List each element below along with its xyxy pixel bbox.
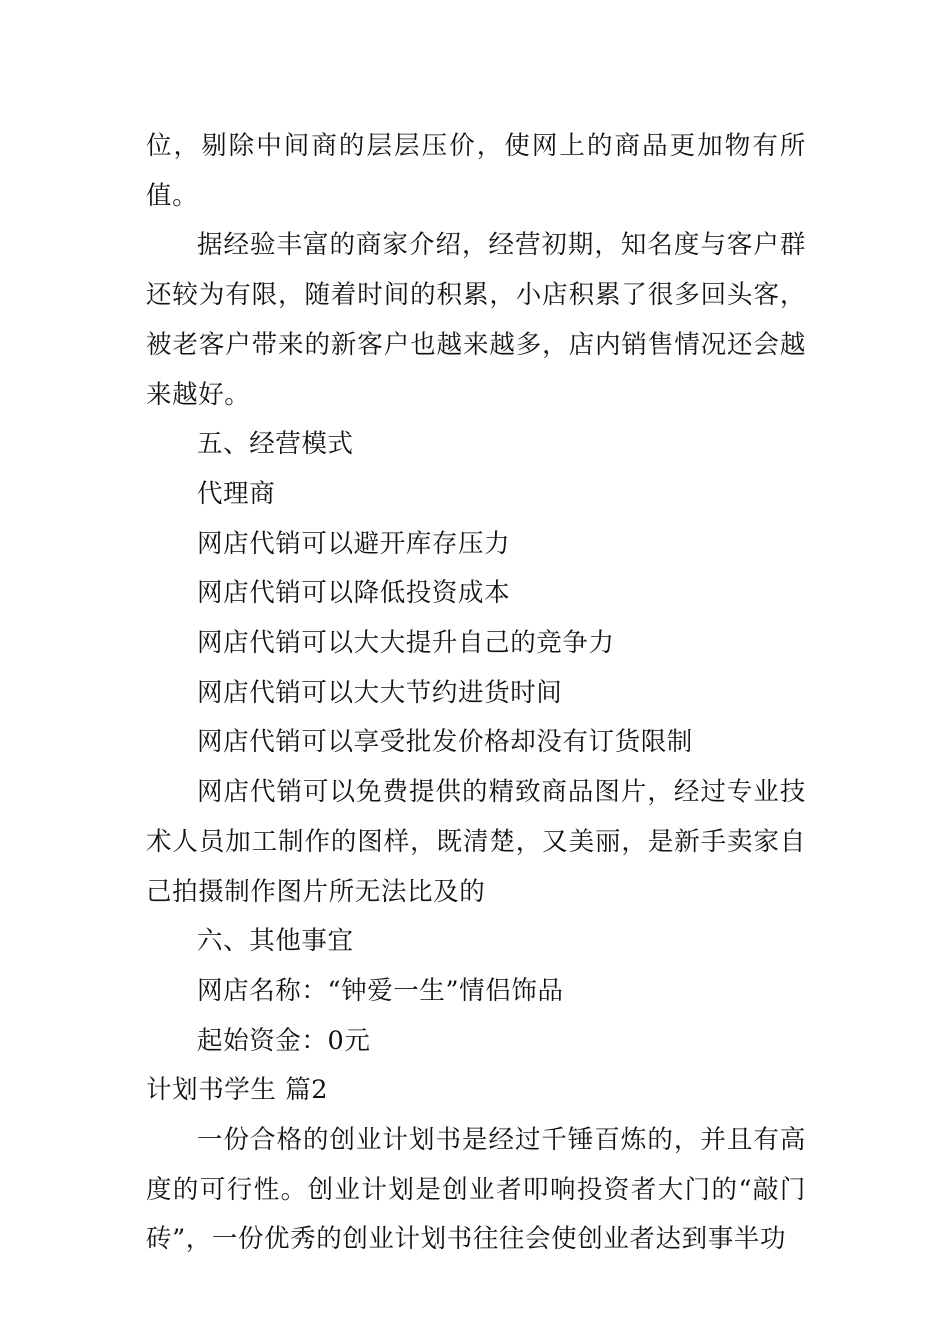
starting-capital: 起始资金：0元 — [197, 1025, 371, 1056]
section-title-business-model: 五、经营模式 — [197, 429, 354, 460]
list-item: 网店代销可以避开库存压力 — [197, 528, 511, 559]
list-item: 网店代销可以大大提升自己的竞争力 — [197, 628, 615, 659]
list-item: 网店代销可以大大节约进货时间 — [197, 677, 563, 708]
section-heading: 计划书学生 篇2 — [146, 1075, 329, 1106]
document-page — [146, 122, 806, 1265]
list-item: 网店代销可以享受批发价格却没有订货限制 — [197, 727, 693, 758]
shop-name: 网店名称：“钟爱一生”情侣饰品 — [197, 975, 564, 1006]
paragraph-merchant-experience: 据经验丰富的商家介绍，经营初期，知名度与客户群还较为有限，随着时间的积累，小店积累了很多回头客，被老客户带来的新客户也越来越多，店内销售情况还会越来越好。 — [146, 230, 806, 410]
list-item: 网店代销可以降低投资成本 — [197, 578, 511, 609]
subsection-agent: 代理商 — [197, 478, 276, 509]
paragraph-product-images: 网店代销可以免费提供的精致商品图片，经过专业技术人员加工制作的图样，既清楚，又美丽，是新手卖家自己拍摄制作图片所无法比及的 — [146, 777, 806, 907]
paragraph-continuation: 位，剔除中间商的层层压价，使网上的商品更加物有所值。 — [146, 131, 806, 211]
paragraph-business-plan-intro: 一份合格的创业计划书是经过千锤百炼的，并且有高度的可行性。创业计划是创业者叩响投资者大门的“敲门砖”，一份优秀的创业计划书往往会使创业者达到事半功 — [146, 1125, 806, 1255]
section-title-other-matters: 六、其他事宜 — [197, 926, 354, 957]
